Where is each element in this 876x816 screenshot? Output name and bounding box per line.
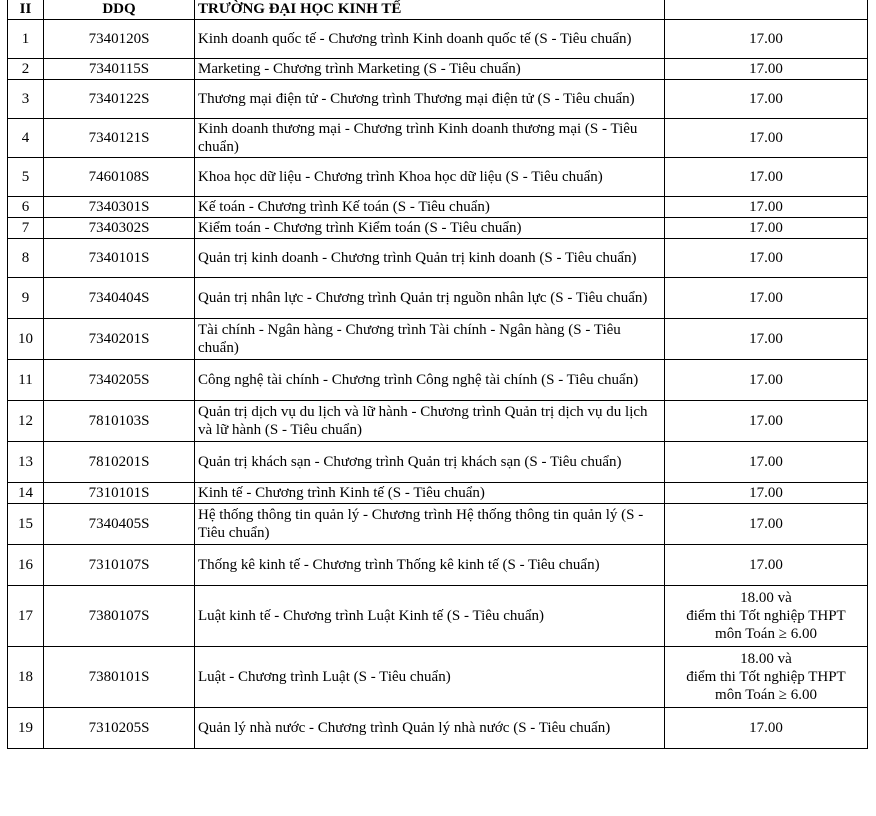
table-row [8, 239, 868, 278]
admission-score: 17.00 [665, 158, 868, 197]
row-number: 7 [8, 218, 44, 239]
admission-score: 17.00 [665, 197, 868, 218]
row-number: 17 [8, 586, 44, 647]
program-code: 7310101S [44, 483, 195, 504]
program-code: 7340122S [44, 80, 195, 119]
program-code: 7810201S [44, 442, 195, 483]
program-name: Quản trị nhân lực - Chương trình Quản trị nguồn nhân lực (S - Tiêu chuẩn) [195, 278, 665, 319]
header-score [665, 0, 868, 20]
header-university: TRƯỜNG ĐẠI HỌC KINH TẾ [195, 0, 665, 20]
table-row [8, 504, 868, 545]
table-row [8, 218, 868, 239]
admission-score: 17.00 [665, 239, 868, 278]
table-row [8, 708, 868, 749]
table-row [8, 80, 868, 119]
row-number: 16 [8, 545, 44, 586]
program-code: 7340302S [44, 218, 195, 239]
program-code: 7380101S [44, 647, 195, 708]
row-number: 3 [8, 80, 44, 119]
table-row [8, 59, 868, 80]
program-code: 7380107S [44, 586, 195, 647]
row-number: 18 [8, 647, 44, 708]
program-code: 7340404S [44, 278, 195, 319]
program-name: Tài chính - Ngân hàng - Chương trình Tài chính - Ngân hàng (S - Tiêu chuẩn) [195, 319, 665, 360]
program-code: 7460108S [44, 158, 195, 197]
header-code: DDQ [44, 0, 195, 20]
admission-score: 17.00 [665, 59, 868, 80]
admission-score: 17.00 [665, 278, 868, 319]
admission-score: 17.00 [665, 20, 868, 59]
program-name: Hệ thống thông tin quản lý - Chương trình Hệ thống thông tin quản lý (S - Tiêu chuẩn) [195, 504, 665, 545]
admission-score: 17.00 [665, 545, 868, 586]
program-code: 7340101S [44, 239, 195, 278]
program-code: 7310205S [44, 708, 195, 749]
program-name: Công nghệ tài chính - Chương trình Công nghệ tài chính (S - Tiêu chuẩn) [195, 360, 665, 401]
admission-score: 17.00 [665, 401, 868, 442]
header-index: II [8, 0, 44, 20]
program-code: 7340121S [44, 119, 195, 158]
program-name: Quản trị khách sạn - Chương trình Quản trị khách sạn (S - Tiêu chuẩn) [195, 442, 665, 483]
program-name: Thương mại điện tử - Chương trình Thương mại điện tử (S - Tiêu chuẩn) [195, 80, 665, 119]
row-number: 6 [8, 197, 44, 218]
admission-score: 17.00 [665, 483, 868, 504]
row-number: 14 [8, 483, 44, 504]
program-code: 7340405S [44, 504, 195, 545]
row-number: 2 [8, 59, 44, 80]
program-name: Kinh tế - Chương trình Kinh tế (S - Tiêu chuẩn) [195, 483, 665, 504]
row-number: 10 [8, 319, 44, 360]
table-row [8, 360, 868, 401]
program-name: Thống kê kinh tế - Chương trình Thống kê kinh tế (S - Tiêu chuẩn) [195, 545, 665, 586]
table-row [8, 483, 868, 504]
row-number: 13 [8, 442, 44, 483]
table-row [8, 20, 868, 59]
admission-score: 17.00 [665, 119, 868, 158]
program-name: Quản trị kinh doanh - Chương trình Quản trị kinh doanh (S - Tiêu chuẩn) [195, 239, 665, 278]
program-name: Khoa học dữ liệu - Chương trình Khoa học dữ liệu (S - Tiêu chuẩn) [195, 158, 665, 197]
program-name: Luật kinh tế - Chương trình Luật Kinh tế (S - Tiêu chuẩn) [195, 586, 665, 647]
program-code: 7340120S [44, 20, 195, 59]
table-row [8, 319, 868, 360]
row-number: 9 [8, 278, 44, 319]
table-row [8, 545, 868, 586]
row-number: 4 [8, 119, 44, 158]
program-code: 7310107S [44, 545, 195, 586]
admission-score: 17.00 [665, 319, 868, 360]
table-row [8, 278, 868, 319]
admission-score: 17.00 [665, 80, 868, 119]
row-number: 15 [8, 504, 44, 545]
table-row [8, 158, 868, 197]
program-code: 7340301S [44, 197, 195, 218]
table-row [8, 401, 868, 442]
program-name: Quản trị dịch vụ du lịch và lữ hành - Chương trình Quản trị dịch vụ du lịch và lữ hành (S - Tiêu chuẩn) [195, 401, 665, 442]
program-code: 7340205S [44, 360, 195, 401]
row-number: 12 [8, 401, 44, 442]
table-row [8, 442, 868, 483]
program-name: Luật - Chương trình Luật (S - Tiêu chuẩn) [195, 647, 665, 708]
admission-score: 17.00 [665, 708, 868, 749]
admission-score: 17.00 [665, 504, 868, 545]
row-number: 1 [8, 20, 44, 59]
program-code: 7340115S [44, 59, 195, 80]
admission-score: 18.00 và điểm thi Tốt nghiệp THPT môn Toán ≥ 6.00 [665, 586, 868, 647]
table-row [8, 586, 868, 647]
program-name: Quản lý nhà nước - Chương trình Quản lý nhà nước (S - Tiêu chuẩn) [195, 708, 665, 749]
program-name: Marketing - Chương trình Marketing (S - Tiêu chuẩn) [195, 59, 665, 80]
admission-score: 17.00 [665, 360, 868, 401]
program-name: Kiểm toán - Chương trình Kiểm toán (S - Tiêu chuẩn) [195, 218, 665, 239]
program-name: Kinh doanh thương mại - Chương trình Kinh doanh thương mại (S - Tiêu chuẩn) [195, 119, 665, 158]
row-number: 8 [8, 239, 44, 278]
table-row [8, 119, 868, 158]
row-number: 19 [8, 708, 44, 749]
program-name: Kinh doanh quốc tế - Chương trình Kinh doanh quốc tế (S - Tiêu chuẩn) [195, 20, 665, 59]
admission-score: 17.00 [665, 218, 868, 239]
table-row [8, 197, 868, 218]
program-name: Kế toán - Chương trình Kế toán (S - Tiêu chuẩn) [195, 197, 665, 218]
row-number: 11 [8, 360, 44, 401]
program-code: 7340201S [44, 319, 195, 360]
admission-score: 17.00 [665, 442, 868, 483]
row-number: 5 [8, 158, 44, 197]
admission-score: 18.00 và điểm thi Tốt nghiệp THPT môn Toán ≥ 6.00 [665, 647, 868, 708]
admission-table-container [7, 0, 868, 749]
admission-score-table [7, 0, 868, 749]
program-code: 7810103S [44, 401, 195, 442]
table-row [8, 647, 868, 708]
table-header-row [8, 0, 868, 20]
